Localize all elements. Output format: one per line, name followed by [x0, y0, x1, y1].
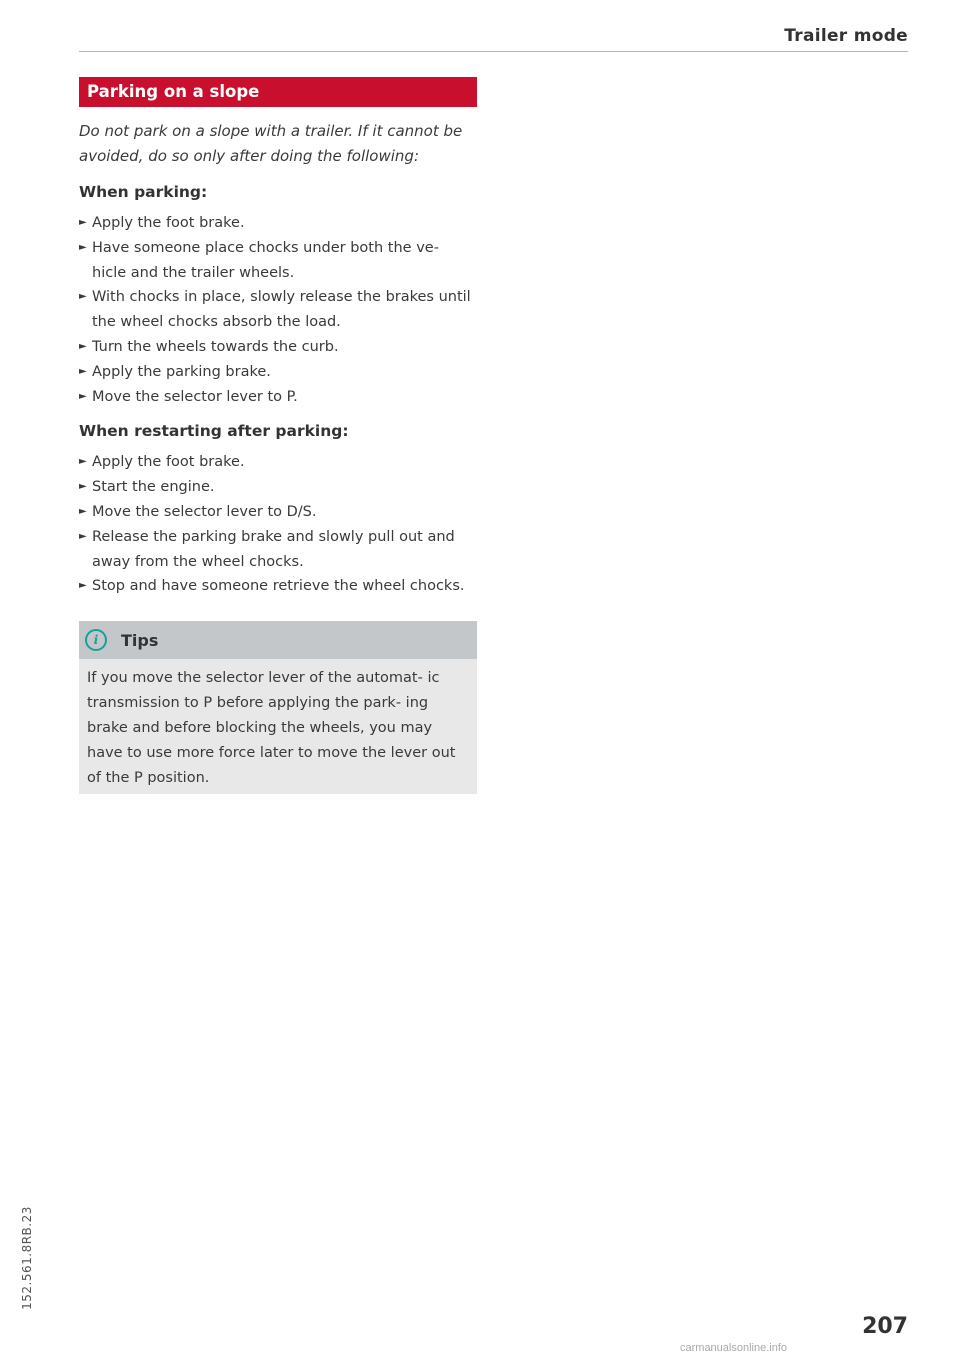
arrow-right-icon: ► [79, 241, 87, 253]
footer-watermark: carmanualsonline.info [680, 1342, 788, 1354]
section-intro: Do not park on a slope with a trailer. If it cannot be avoided, do so only after doing the following: [79, 122, 463, 165]
tips-box [79, 621, 477, 794]
section-title: Parking on a slope [79, 77, 477, 107]
chapter-title: Trailer mode [784, 26, 908, 46]
list-item: ► Move the selector lever to P. [79, 385, 477, 410]
arrow-right-icon: ► [79, 456, 87, 468]
when-parking-heading: When parking: [79, 183, 208, 201]
arrow-right-icon: ► [79, 340, 87, 352]
list-item: ► Apply the parking brake. [79, 360, 477, 385]
page-number: 207 [862, 1314, 908, 1339]
arrow-right-icon: ► [79, 505, 87, 517]
list-item: ► Start the engine. [79, 475, 477, 500]
list-item: ► Apply the foot brake. [79, 211, 477, 236]
when-restarting-steps [79, 450, 477, 599]
list-item: ► Have someone place chocks under both the ve- hicle and the trailer wheels. [79, 236, 477, 286]
tips-header [79, 621, 477, 659]
arrow-right-icon: ► [79, 291, 87, 303]
when-parking-steps [79, 211, 477, 409]
arrow-right-icon: ► [79, 481, 87, 493]
arrow-right-icon: ► [79, 530, 87, 542]
list-item: ► With chocks in place, slowly release the brakes until the wheel chocks absorb the load. [79, 285, 477, 335]
main-column [79, 77, 477, 794]
list-item: ► Apply the foot brake. [79, 450, 477, 475]
info-icon: i [85, 629, 107, 651]
arrow-right-icon: ► [79, 390, 87, 402]
list-item: ► Stop and have someone retrieve the wheel chocks. [79, 574, 477, 599]
list-item: ► Release the parking brake and slowly pull out and away from the wheel chocks. [79, 525, 477, 575]
tips-title: Tips [121, 630, 159, 650]
arrow-right-icon: ► [79, 365, 87, 377]
when-restarting-heading: When restarting after parking: [79, 422, 349, 441]
arrow-right-icon: ► [79, 217, 87, 228]
list-item: ► Turn the wheels towards the curb. [79, 335, 477, 360]
tips-body: If you move the selector lever of the automat- ic transmission to P before applying the park- ing brake and before blocking the wheels, you may have to use more force later to move the lever out of the P position. [87, 670, 456, 787]
document-code: 152.561.8RB.23 [20, 1206, 35, 1310]
list-item: ► Move the selector lever to D/S. [79, 500, 477, 525]
header-divider [79, 51, 908, 52]
arrow-right-icon: ► [79, 580, 87, 592]
